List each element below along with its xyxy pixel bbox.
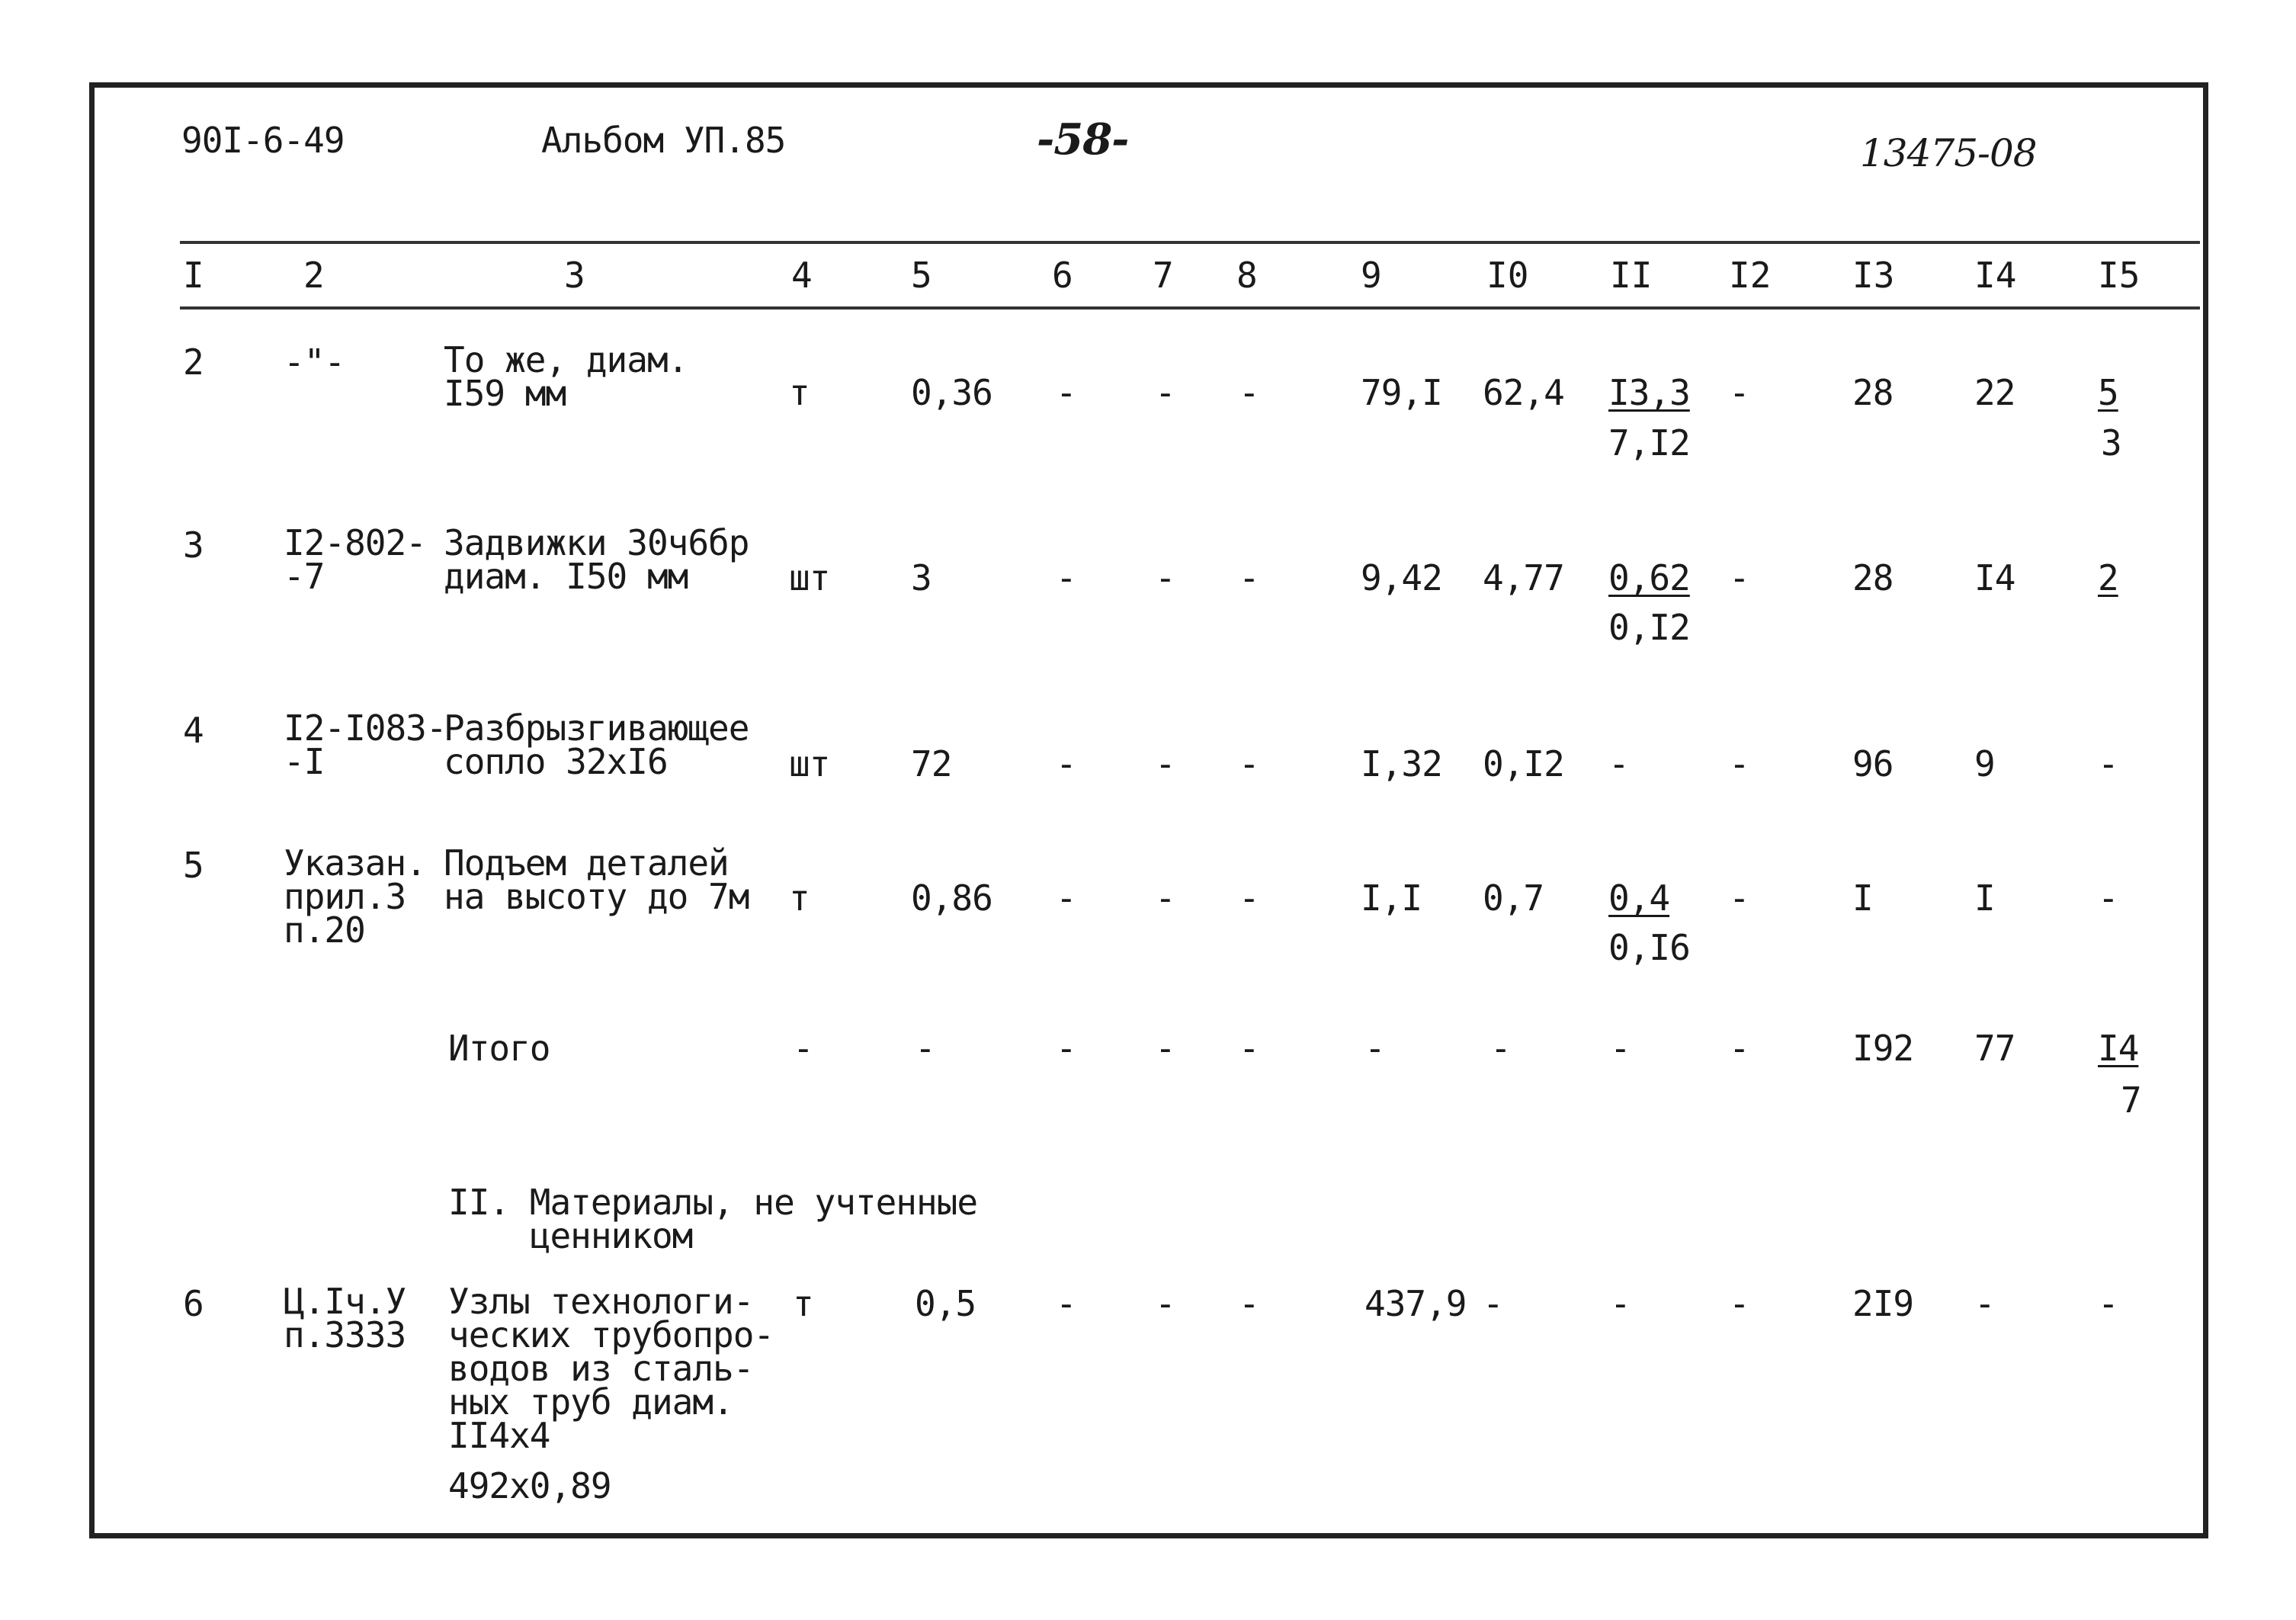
col14-value: 22 bbox=[1974, 372, 2015, 413]
sheet-code: 13475-08 bbox=[1860, 131, 2037, 175]
header-bottom-rule bbox=[180, 306, 2200, 310]
col9-value: I,I bbox=[1361, 877, 1422, 919]
section-title: II. Материалы, не учтенные ценником bbox=[448, 1182, 978, 1256]
col7-value: - bbox=[1155, 877, 1175, 919]
item-name: Задвижки 30ч6бр диам. I50 мм bbox=[444, 522, 749, 597]
col12-value: - bbox=[1729, 743, 1749, 784]
unit: т bbox=[789, 372, 810, 413]
total-label: Итого bbox=[448, 1028, 550, 1069]
col11-bottom: 7,I2 bbox=[1608, 422, 1690, 464]
col-num-12: I2 bbox=[1729, 255, 1772, 296]
col10-value: 0,7 bbox=[1483, 877, 1544, 919]
item-name: То же, диам. I59 мм bbox=[444, 339, 688, 414]
quantity: 0,86 bbox=[911, 877, 992, 919]
col9-value: 79,I bbox=[1361, 372, 1442, 413]
row-number: 5 bbox=[183, 845, 204, 886]
col-num-5: 5 bbox=[911, 255, 932, 296]
col15-top: 5 bbox=[2098, 372, 2118, 413]
col13-value: I bbox=[1852, 877, 1873, 919]
row-number: 6 bbox=[183, 1283, 204, 1324]
col12-value: - bbox=[1729, 877, 1749, 919]
col6-value: - bbox=[1056, 1028, 1076, 1069]
col13-value: 28 bbox=[1852, 372, 1894, 413]
col7-value: - bbox=[1155, 743, 1175, 784]
page-number: -58- bbox=[1037, 114, 1129, 165]
col15-bottom: 3 bbox=[2101, 422, 2121, 464]
col13-value: 2I9 bbox=[1852, 1283, 1914, 1324]
row-number: 4 bbox=[183, 710, 204, 751]
col-num-11: II bbox=[1610, 255, 1653, 296]
quantity: 72 bbox=[911, 743, 952, 784]
quantity: 3 bbox=[911, 557, 932, 598]
unit: т bbox=[789, 877, 810, 919]
col7-value: - bbox=[1155, 1283, 1175, 1324]
col11-bottom: 0,I6 bbox=[1608, 927, 1690, 968]
col13-value: 96 bbox=[1852, 743, 1894, 784]
col14-value: I bbox=[1974, 877, 1995, 919]
item-name: Разбрызгивающее сопло 32хI6 bbox=[444, 707, 749, 782]
col-num-7: 7 bbox=[1153, 255, 1174, 296]
reference: I2-I083- -I bbox=[284, 707, 447, 782]
col6-value: - bbox=[1056, 557, 1076, 598]
col12-value: - bbox=[1729, 372, 1749, 413]
album-title: Альбом УП.85 bbox=[541, 120, 786, 161]
col12-value: - bbox=[1729, 557, 1749, 598]
col10-value: 62,4 bbox=[1483, 372, 1564, 413]
col15-value: - bbox=[2098, 877, 2118, 919]
col6-value: - bbox=[1056, 743, 1076, 784]
col8-value: - bbox=[1239, 1283, 1259, 1324]
unit: шт bbox=[789, 557, 830, 598]
col15-bottom: 7 bbox=[2121, 1079, 2141, 1121]
col15-value: - bbox=[2098, 743, 2118, 784]
col-num-1: I bbox=[183, 255, 204, 296]
col11-value: - bbox=[1610, 1283, 1631, 1324]
col11-bottom: 0,I2 bbox=[1608, 607, 1690, 648]
col14-value: - bbox=[1974, 1283, 1995, 1324]
col9-value: 437,9 bbox=[1364, 1283, 1467, 1324]
item-name: Подъем деталей на высоту до 7м bbox=[444, 842, 749, 917]
col-num-9: 9 bbox=[1361, 255, 1382, 296]
col-num-13: I3 bbox=[1852, 255, 1895, 296]
col11-top: I3,3 bbox=[1608, 372, 1690, 413]
col9-value: 9,42 bbox=[1361, 557, 1442, 598]
col-num-10: I0 bbox=[1486, 255, 1529, 296]
reference: Ц.Iч.У п.3333 bbox=[284, 1281, 406, 1355]
col9-value: I,32 bbox=[1361, 743, 1442, 784]
col6-value: - bbox=[1056, 1283, 1076, 1324]
col12-value: - bbox=[1729, 1028, 1749, 1069]
col8-value: - bbox=[1239, 743, 1259, 784]
row-number: 3 bbox=[183, 524, 204, 566]
unit: т bbox=[793, 1283, 813, 1324]
calculation: 492х0,89 bbox=[448, 1465, 611, 1506]
col15-top: 2 bbox=[2098, 557, 2118, 598]
col-num-2: 2 bbox=[303, 255, 325, 296]
col-num-15: I5 bbox=[2098, 255, 2140, 296]
unit: шт bbox=[789, 743, 830, 784]
col14-value: 77 bbox=[1974, 1028, 2015, 1069]
col14-value: I4 bbox=[1974, 557, 2015, 598]
col13-value: 28 bbox=[1852, 557, 1894, 598]
col12-value: - bbox=[1729, 1283, 1749, 1324]
col14-value: 9 bbox=[1974, 743, 1995, 784]
col-num-8: 8 bbox=[1236, 255, 1258, 296]
col-num-3: 3 bbox=[564, 255, 585, 296]
col11-value: - bbox=[1610, 1028, 1631, 1069]
quantity: 0,5 bbox=[915, 1283, 976, 1324]
col11-top: 0,4 bbox=[1608, 877, 1670, 919]
col4-value: - bbox=[793, 1028, 813, 1069]
quantity: 0,36 bbox=[911, 372, 992, 413]
col13-value: I92 bbox=[1852, 1028, 1914, 1069]
col-num-14: I4 bbox=[1974, 255, 2017, 296]
col15-top: I4 bbox=[2098, 1028, 2139, 1069]
doc-code: 90I-6-49 bbox=[181, 120, 345, 161]
col8-value: - bbox=[1239, 372, 1259, 413]
item-name: Узлы технологи- ческих трубопро- водов из сталь- ных труб диам. II4х4 bbox=[448, 1281, 774, 1456]
col10-value: - bbox=[1483, 1283, 1503, 1324]
col10-value: - bbox=[1490, 1028, 1511, 1069]
col8-value: - bbox=[1239, 1028, 1259, 1069]
col8-value: - bbox=[1239, 557, 1259, 598]
col10-value: 0,I2 bbox=[1483, 743, 1564, 784]
col9-value: - bbox=[1364, 1028, 1385, 1069]
col6-value: - bbox=[1056, 877, 1076, 919]
col6-value: - bbox=[1056, 372, 1076, 413]
reference: I2-802- -7 bbox=[284, 522, 426, 597]
row-number: 2 bbox=[183, 342, 204, 383]
col7-value: - bbox=[1155, 1028, 1175, 1069]
col7-value: - bbox=[1155, 372, 1175, 413]
col5-value: - bbox=[915, 1028, 935, 1069]
col8-value: - bbox=[1239, 877, 1259, 919]
col-num-6: 6 bbox=[1052, 255, 1073, 296]
col11-top: 0,62 bbox=[1608, 557, 1690, 598]
col-num-4: 4 bbox=[791, 255, 813, 296]
col15-value: - bbox=[2098, 1283, 2118, 1324]
col11-value: - bbox=[1608, 743, 1629, 784]
reference: -"- bbox=[284, 342, 345, 383]
col7-value: - bbox=[1155, 557, 1175, 598]
col10-value: 4,77 bbox=[1483, 557, 1564, 598]
header-top-rule bbox=[180, 241, 2200, 244]
reference: Указан. прил.3 п.20 bbox=[284, 842, 426, 951]
